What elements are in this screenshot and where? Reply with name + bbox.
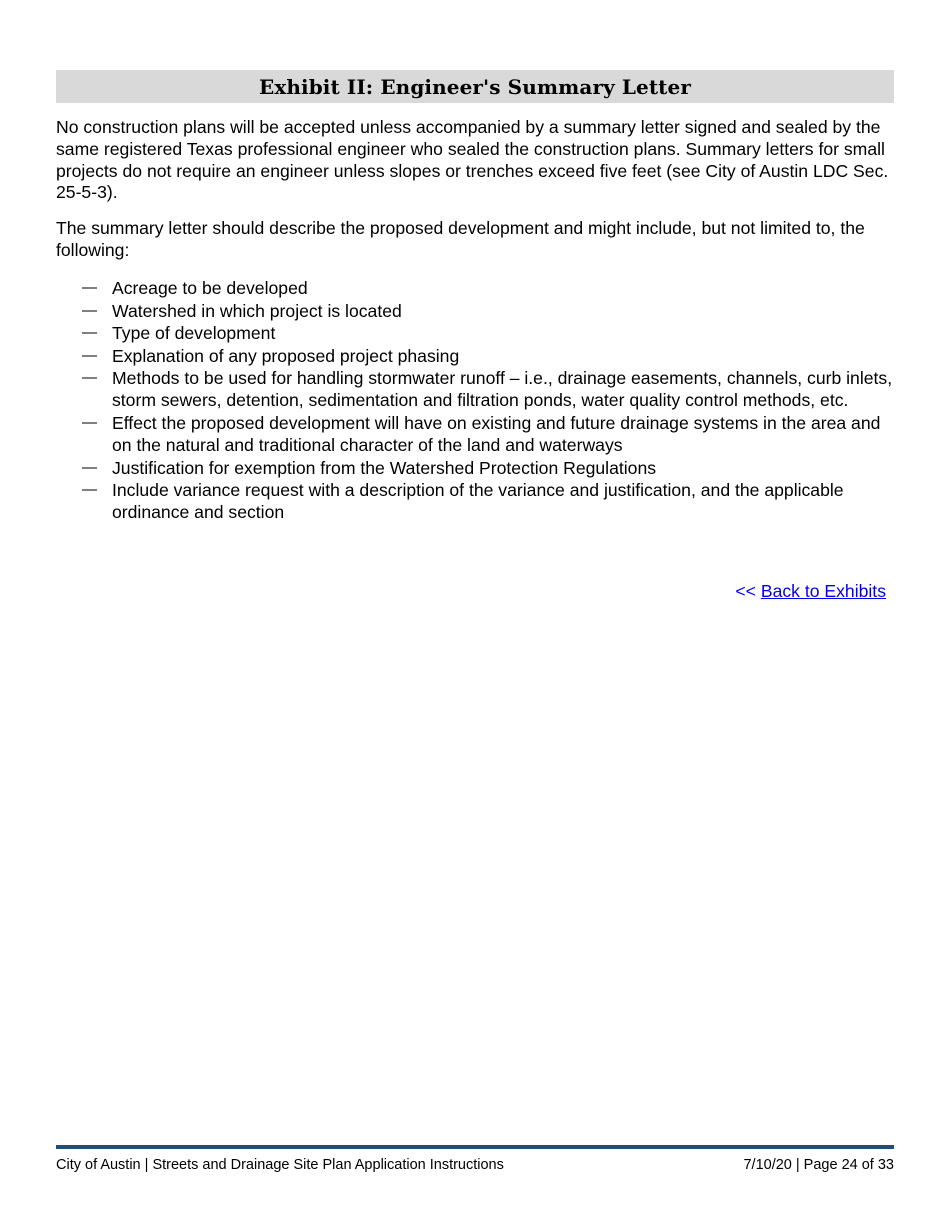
dash-bullet-marker: — (82, 413, 97, 431)
list-item (82, 457, 897, 479)
list-item-text: Include variance request with a description of the variance and justification, and the applicable ordinance and section (112, 480, 844, 523)
list-item (82, 367, 897, 411)
footer-document-title: City of Austin | Streets and Drainage Site Plan Application Instructions (56, 1157, 504, 1173)
dash-bullet-marker: — (82, 279, 97, 296)
list-item-text: Acreage to be developed (112, 278, 308, 298)
dash-bullet-marker: — (82, 481, 97, 499)
list-item (82, 345, 897, 367)
back-to-exhibits-nav (735, 580, 886, 602)
page-title: Exhibit II: Engineer's Summary Letter (258, 74, 691, 99)
list-item-text: Type of development (112, 323, 276, 344)
list-item-text: Explanation of any proposed project phasing (112, 345, 460, 366)
dash-bullet-marker: — (82, 324, 97, 342)
summary-description-paragraph: The summary letter should describe the proposed development and might include, but not limited to, the following: (56, 218, 865, 260)
dash-bullet-marker: — (82, 301, 97, 319)
dash-bullet-marker: — (82, 458, 97, 476)
back-to-exhibits-link[interactable]: Back to Exhibits (760, 581, 886, 601)
back-arrow-prefix: << (735, 581, 756, 601)
list-item-text: Justification for exemption from the Watershed Protection Regulations (112, 457, 657, 478)
summary-letter-items-list (82, 277, 897, 524)
list-item-text: Effect the proposed development will have on existing and future drainage systems in the area and on the natural and traditional character of the land and waterways (112, 412, 881, 455)
list-item (82, 322, 897, 344)
intro-paragraph: No construction plans will be accepted unless accompanied by a summary letter signed and sealed by the same registered Texas professional engineer who sealed the construction plans. Summary letters for small projects do not require an engineer unless slopes or trenches exceed five feet (see City of Austin LDC Sec. 25-5-3). (56, 117, 889, 203)
list-item-text: Methods to be used for handling stormwater runoff – i.e., drainage easements, channels, curb inlets, storm sewers, detention, sedimentation and filtration ponds, water quality control methods, etc. (112, 368, 893, 411)
list-item (82, 479, 897, 523)
list-item (82, 412, 897, 456)
dash-bullet-marker: — (82, 369, 97, 387)
list-item-text: Watershed in which project is located (112, 300, 402, 321)
footer-divider (56, 1145, 894, 1149)
footer-date-page-number: 7/10/20 | Page 24 of 33 (743, 1157, 894, 1173)
list-item (82, 300, 897, 322)
exhibit-heading-bar (56, 70, 894, 103)
list-item (82, 277, 897, 299)
dash-bullet-marker: — (82, 346, 97, 364)
